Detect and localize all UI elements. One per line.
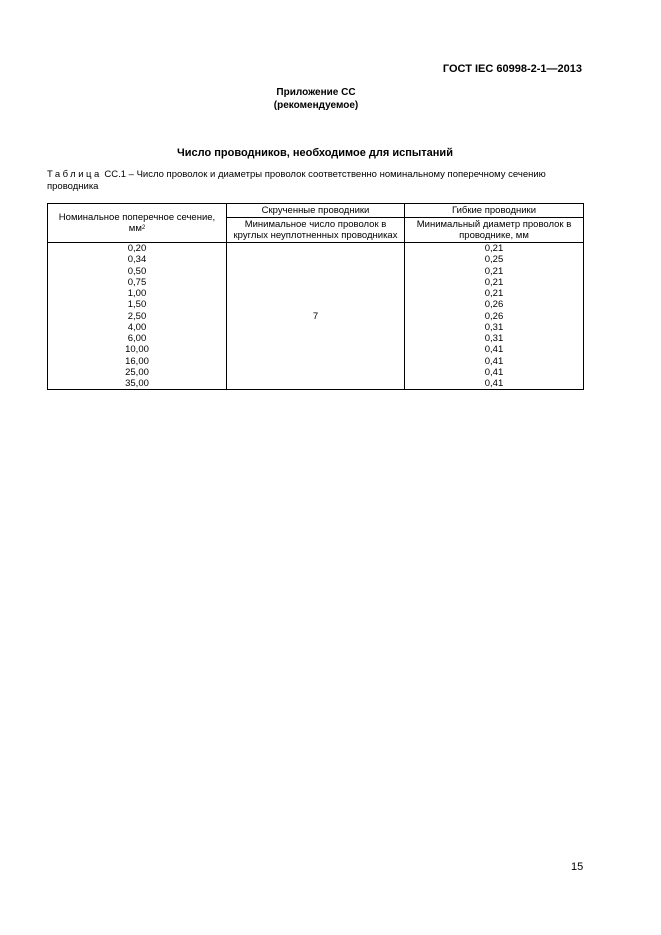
header-stranded: Скрученные проводники — [227, 204, 405, 218]
diameter-value: 0,41 — [484, 344, 504, 356]
diameter-value: 0,31 — [484, 333, 504, 344]
cross-section-value: 1,50 — [127, 299, 147, 311]
appendix-subtitle: (рекомендуемое) — [273, 100, 359, 111]
cross-section-value: 4,00 — [127, 321, 147, 333]
cross-section-value: 0,50 — [127, 265, 147, 277]
cross-section-value: 35,00 — [125, 378, 149, 389]
table-caption-label: Таблица — [47, 169, 102, 180]
diameter-value: 0,21 — [484, 243, 504, 254]
cross-section-value: 0,75 — [127, 276, 147, 288]
diameter-value: 0,25 — [484, 254, 504, 266]
diameter-value: 0,41 — [484, 378, 504, 389]
diameter-value: 0,21 — [484, 265, 504, 277]
diameter-column — [405, 243, 584, 390]
header-cross-section-label: Номинальное поперечное сечение, мм — [58, 212, 216, 234]
header-min-wire-count: Минимальное число проволок в круглых неуплотненных проводниках — [227, 218, 405, 243]
cross-section-value: 1,00 — [127, 288, 147, 299]
header-min-wire-diameter: Минимальный диаметр проволок в проводнике, мм — [405, 218, 584, 243]
cross-section-value: 16,00 — [125, 355, 149, 367]
diameter-value: 0,41 — [484, 355, 504, 367]
diameter-value: 0,21 — [484, 276, 504, 288]
diameter-value: 0,41 — [484, 366, 504, 378]
page-number: 15 — [571, 861, 584, 873]
diameter-value: 0,26 — [484, 299, 504, 311]
header-flexible: Гибкие проводники — [405, 204, 584, 218]
cross-section-value: 6,00 — [127, 333, 147, 344]
stranded-count-cell: 7 — [227, 243, 405, 390]
diameter-value: 0,26 — [484, 310, 504, 322]
cross-section-value: 10,00 — [125, 344, 149, 356]
header-cross-section — [48, 204, 227, 243]
cross-section-value: 2,50 — [127, 310, 147, 322]
diameter-value: 0,31 — [484, 321, 504, 333]
diameter-value: 0,21 — [484, 288, 504, 299]
table-caption — [47, 169, 587, 193]
section-title: Число проводников, необходимое для испытаний — [177, 147, 453, 159]
cross-section-value: 0,20 — [127, 243, 147, 254]
cross-section-value: 0,34 — [127, 254, 147, 266]
cross-section-column — [48, 243, 227, 390]
cross-section-value: 25,00 — [125, 366, 149, 378]
document-code: ГОСТ IEC 60998-2-1—2013 — [442, 63, 582, 75]
header-unit-superscript: 2 — [141, 225, 146, 231]
conductor-table — [47, 203, 584, 390]
appendix-title: Приложение СС — [276, 87, 356, 98]
table-caption-text: СС.1 – Число проволок и диаметры проволок соответственно номинальному поперечному сечению проводника — [47, 169, 546, 192]
